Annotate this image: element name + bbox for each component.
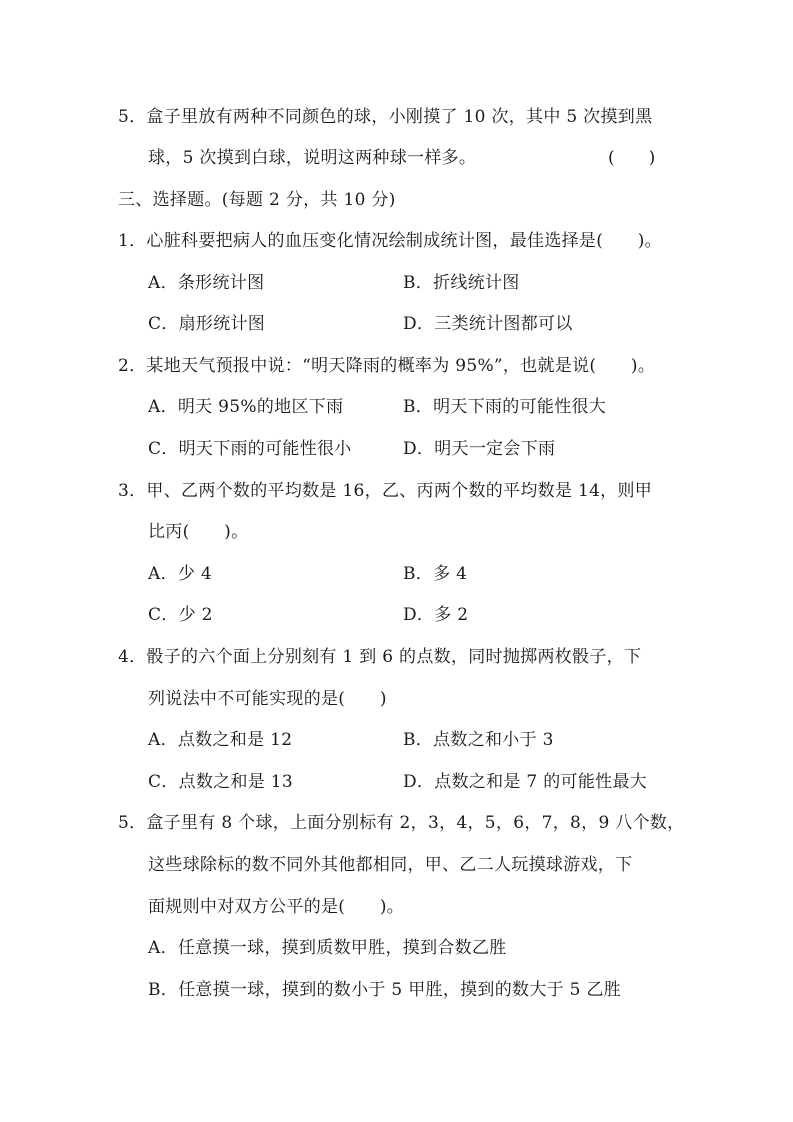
question-2-option-d: D．明天一定会下雨	[403, 439, 556, 459]
question-4-option-a: A．点数之和是 12	[148, 730, 293, 750]
question-4-option-b: B．点数之和小于 3	[403, 730, 554, 750]
question-5-option-a: A．任意摸一球，摸到质数甲胜，摸到合数乙胜	[148, 938, 507, 958]
question-2-option-a: A．明天 95%的地区下雨	[148, 397, 344, 417]
question-4-stem-line1: 4．骰子的六个面上分别刻有 1 到 6 的点数，同时抛掷两枚骰子，下	[118, 647, 642, 667]
question-3-stem-line2: 比丙( )。	[148, 522, 249, 542]
question-4-option-c: C．点数之和是 13	[148, 772, 294, 792]
question-1-option-a: A．条形统计图	[148, 273, 265, 293]
question-3-option-b: B．多 4	[403, 564, 468, 584]
judge-q5-line1: 5．盒子里放有两种不同颜色的球，小刚摸了 10 次，其中 5 次摸到黑	[118, 107, 653, 127]
question-5-stem-line3: 面规则中对双方公平的是( )。	[148, 897, 405, 917]
question-3-stem-line1: 3．甲、乙两个数的平均数是 16，乙、丙两个数的平均数是 14，则甲	[118, 481, 653, 501]
question-4-stem-line2: 列说法中不可能实现的是( )	[148, 689, 387, 709]
judge-q5-line2: 球，5 次摸到白球，说明这两种球一样多。	[148, 148, 477, 168]
question-1-stem: 1．心脏科要把病人的血压变化情况绘制成统计图，最佳选择是( )。	[118, 231, 662, 251]
question-5-stem-line1: 5．盒子里有 8 个球，上面分别标有 2，3，4，5，6，7，8，9 八个数，	[118, 813, 685, 833]
question-3-option-d: D．多 2	[403, 605, 469, 625]
question-3-option-a: A．少 4	[148, 564, 212, 584]
question-5-option-b: B．任意摸一球，摸到的数小于 5 甲胜，摸到的数大于 5 乙胜	[148, 980, 622, 1000]
section-title: 三、选择题。(每题 2 分，共 10 分)	[118, 190, 396, 210]
question-2-stem: 2．某地天气预报中说：“明天降雨的概率为 95%”，也就是说( )。	[118, 356, 656, 376]
question-2-option-b: B．明天下雨的可能性很大	[403, 397, 607, 417]
question-5-stem-line2: 这些球除标的数不同外其他都相同，甲、乙二人玩摸球游戏，下	[148, 855, 633, 875]
question-1-option-c: C．扇形统计图	[148, 314, 266, 334]
answer-parentheses: ( )	[608, 148, 656, 168]
question-1-option-b: B．折线统计图	[403, 273, 520, 293]
question-1-option-d: D．三类统计图都可以	[403, 314, 573, 334]
question-2-option-c: C．明天下雨的可能性很小	[148, 439, 352, 459]
question-3-option-c: C．少 2	[148, 605, 213, 625]
question-4-option-d: D．点数之和是 7 的可能性最大	[403, 772, 648, 792]
